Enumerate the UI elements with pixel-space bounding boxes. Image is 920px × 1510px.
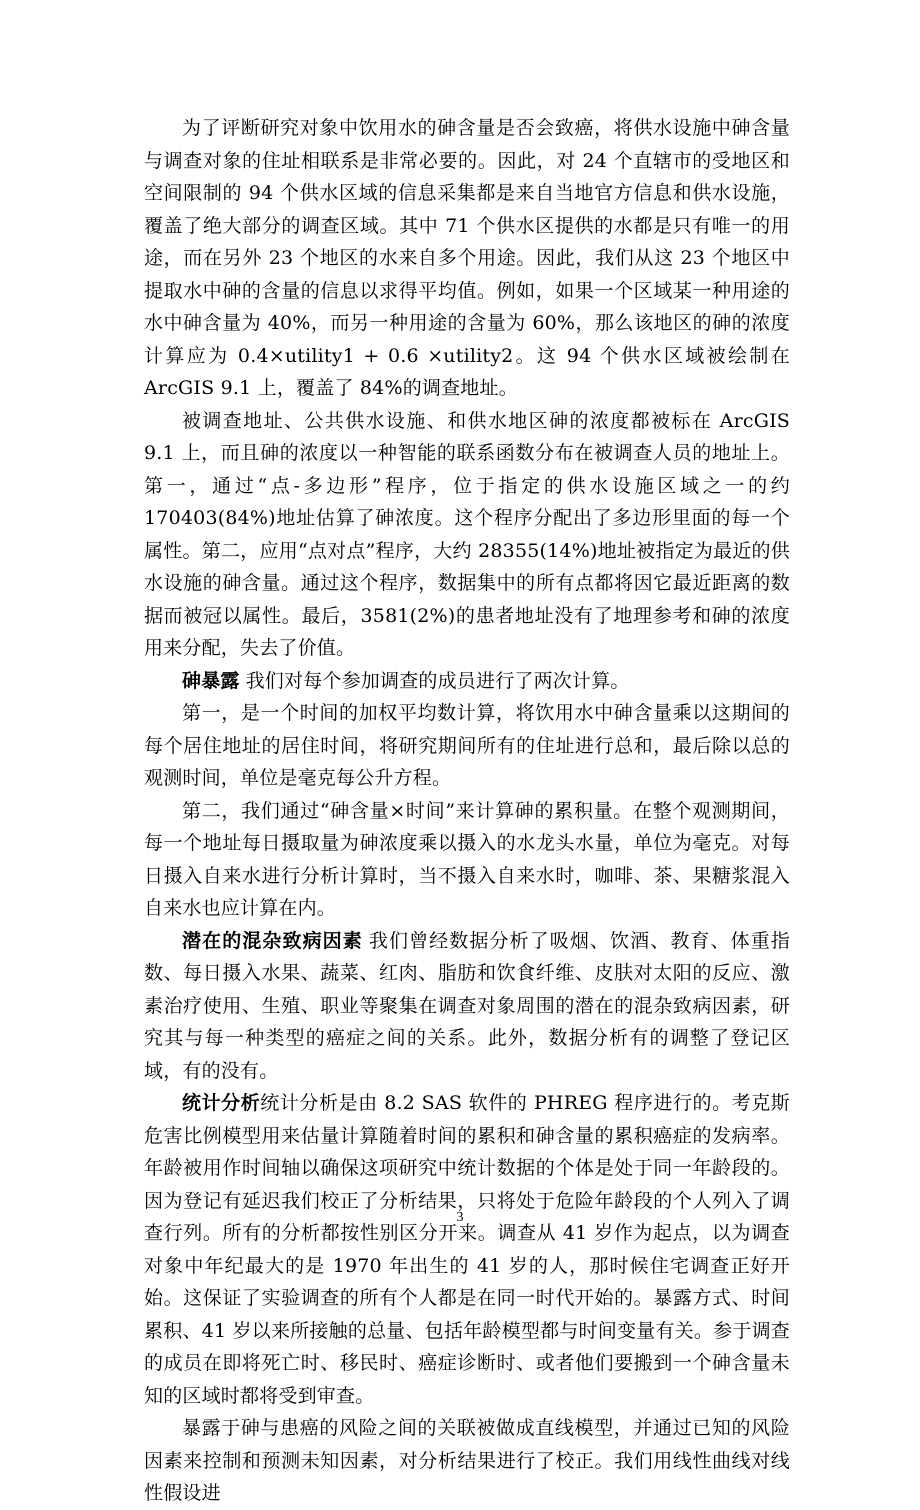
paragraph-2	[144, 405, 790, 665]
paragraph-text: 第二，我们通过“砷含量×时间”来计算砷的累积量。在整个观测期间，每一个地址每日摄取量为砷浓度乘以摄入的水龙头水量，单位为毫克。对每日摄入自来水进行分析计算时，当不摄入自来水时，咖啡、茶、果糖浆混入自来水也应计算在内。	[144, 799, 790, 919]
paragraph-text: 被调查地址、公共供水设施、和供水地区砷的浓度都被标在 ArcGIS 9.1 上，而且砷的浓度以一种智能的联系函数分布在被调查人员的地址上。第一，通过“点-多边形”程序，位于指定的供水设施区域之一的约 170403(84%)地址估算了砷浓度。这个程序分配出了多边形里面的每一个属性。第二，应用“点对点”程序，大约 28355(14%)地址被指定为最近的供水设施的砷含量。通过这个程序，数据集中的所有点都将因它最近距离的数据而被冠以属性。最后，3581(2%)的患者地址没有了地理参考和砷的浓度用来分配，失去了价值。	[144, 409, 790, 659]
paragraph-8	[144, 1412, 790, 1510]
paragraph-7	[144, 1087, 790, 1412]
paragraph-text: 为了评断研究对象中饮用水的砷含量是否会致癌，将供水设施中砷含量与调查对象的住址相联系是非常必要的。因此，对 24 个直辖市的受地区和空间限制的 94 个供水区域的信息采集都是来自当地官方信息和供水设施，覆盖了绝大部分的调查区域。其中 71 个供水区提供的水都是只有唯一的用途，而在另外 23 个地区的水来自多个用途。因此，我们从这 23 个地区中提取水中砷的含量的信息以求得平均值。例如，如果一个区域某一种用途的水中砷含量为 40%，而另一种用途的含量为 60%，那么该地区的砷的浓度计算应为 0.4×utility1 + 0.6 ×utility2。这 94 个供水区域被绘制在 ArcGIS 9.1 上，覆盖了 84%的调查地址。	[144, 117, 790, 399]
paragraph-text: 我们对每个参加调查的成员进行了两次计算。	[245, 669, 630, 692]
section-heading-statistics: 统计分析	[182, 1092, 261, 1114]
paragraph-text: 我们曾经数据分析了吸烟、饮酒、教育、体重指数、每日摄入水果、蔬菜、红肉、脂肪和饮食纤维、皮肤对太阳的反应、激素治疗使用、生殖、职业等聚集在调查对象周围的潜在的混杂致病因素，研究其与每一种类型的癌症之间的关系。此外，数据分析有的调整了登记区域，有的没有。	[144, 929, 790, 1082]
section-heading-arsenic-exposure: 砷暴露	[182, 669, 240, 692]
section-heading-confounders: 潜在的混杂致病因素	[182, 929, 363, 952]
paragraph-text: 统计分析是由 8.2 SAS 软件的 PHREG 程序进行的。考克斯危害比例模型用来估量计算随着时间的累积和砷含量的累积癌症的发病率。年龄被用作时间轴以确保这项研究中统计数据的个体是处于同一年龄段的。因为登记有延迟我们校正了分析结果，只将处于危险年龄段的个人列入了调查行列。所有的分析都按性别区分开来。调查从 41 岁作为起点，以为调查对象中年纪最大的是 1970 年出生的 41 岁的人，那时候住宅调查正好开始。这保证了实验调查的所有个人都是在同一时代开始的。暴露方式、时间累积、41 岁以来所接触的总量、包括年龄模型都与时间变量有关。参于调查的成员在即将死亡时、移民时、癌症诊断时、或者他们要搬到一个砷含量未知的区域时都将受到审查。	[144, 1092, 790, 1407]
paragraph-6	[144, 925, 790, 1088]
paragraph-text: 第一，是一个时间的加权平均数计算，将饮用水中砷含量乘以这期间的每个居住地址的居住时间，将研究期间所有的住址进行总和，最后除以总的观测时间，单位是毫克每公升方程。	[144, 702, 790, 789]
paragraph-text: 暴露于砷与患癌的风险之间的关联被做成直线模型，并通过已知的风险因素来控制和预测未知因素，对分析结果进行了校正。我们用线性曲线对线性假设进	[144, 1417, 790, 1504]
paragraph-3	[144, 665, 790, 698]
paragraph-5	[144, 795, 790, 925]
body-text	[144, 112, 790, 1510]
paragraph-1	[144, 112, 790, 405]
paragraph-4	[144, 697, 790, 795]
page-number: 3	[456, 1210, 464, 1225]
